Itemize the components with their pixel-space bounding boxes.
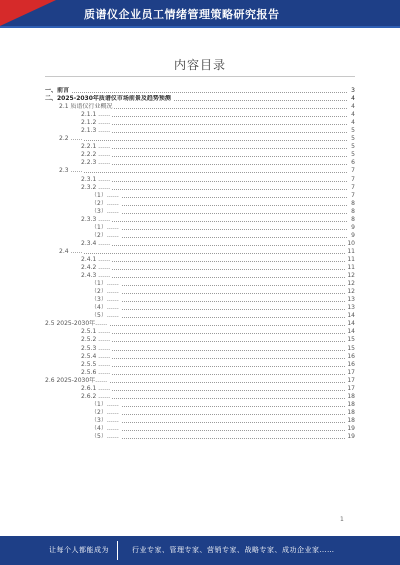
toc-entry[interactable] [45, 224, 355, 232]
toc-entry[interactable] [45, 272, 355, 280]
toc-entry[interactable] [45, 256, 355, 264]
toc-entry-title: 2.2.2 …… [81, 151, 111, 159]
toc-leader-dots [91, 261, 347, 262]
toc-entry-title: 2.3 …… [59, 167, 83, 175]
toc-entry-page: 4 [351, 119, 355, 127]
toc-entry[interactable] [45, 111, 355, 119]
toc-leader-dots [91, 390, 347, 391]
toc-entry[interactable] [45, 304, 355, 312]
toc-entry-title: 2.1.2 …… [81, 119, 111, 127]
toc-leader-dots [101, 422, 347, 423]
toc-leader-dots [91, 156, 347, 157]
toc-leader-dots [91, 333, 347, 334]
toc-entry-title: 2.3.1 …… [81, 175, 111, 183]
toc-entry[interactable] [45, 385, 355, 393]
toc-divider [45, 76, 355, 77]
toc-entry-page: 17 [347, 384, 355, 392]
toc-leader-dots [101, 430, 347, 431]
toc-entry-title: （5）…… [91, 433, 119, 441]
toc-entry[interactable] [45, 433, 355, 441]
toc-entry-title: 二、2025-2030年质谱仪市场前景及趋势预测 [45, 95, 171, 103]
toc-entry-title: （3）…… [91, 207, 119, 215]
toc-entry-page: 17 [347, 376, 355, 384]
toc-entry-title: （1）…… [91, 400, 119, 408]
toc-entry-page: 14 [347, 320, 355, 328]
toc-leader-dots [101, 197, 347, 198]
toc-leader-dots [91, 116, 347, 117]
toc-leader-dots [69, 253, 347, 254]
toc-leader-dots [101, 229, 347, 230]
toc-entry-page: 18 [347, 392, 355, 400]
toc-entry-title: 2.5.3 …… [81, 344, 111, 352]
toc-entry[interactable] [45, 103, 355, 111]
toc-entry-page: 11 [347, 247, 355, 255]
toc-leader-dots [101, 438, 347, 439]
toc-entry-page: 4 [351, 111, 355, 119]
toc-entry-title: 2.6.1 …… [81, 384, 111, 392]
toc-leader-dots [91, 366, 347, 367]
toc-entry[interactable] [45, 208, 355, 216]
toc-entry-page: 12 [347, 280, 355, 288]
toc-entry[interactable] [45, 184, 355, 192]
toc-leader-dots [101, 285, 347, 286]
toc-entry[interactable] [45, 87, 355, 95]
toc-entry-title: （4）…… [91, 304, 119, 312]
toc-entry[interactable] [45, 336, 355, 344]
toc-entry[interactable] [45, 425, 355, 433]
toc-entry-page: 11 [347, 255, 355, 263]
toc-leader-dots [91, 358, 347, 359]
toc-entry-title: 2.3.4 …… [81, 239, 111, 247]
toc-entry[interactable] [45, 417, 355, 425]
toc-entry-page: 8 [351, 215, 355, 223]
footer-banner [0, 536, 400, 565]
toc-entry-title: 2.4.3 …… [81, 272, 111, 280]
toc-leader-dots [91, 398, 347, 399]
toc-entry-title: 2.4.1 …… [81, 255, 111, 263]
toc-entry[interactable] [45, 151, 355, 159]
toc-entry[interactable] [45, 377, 355, 385]
toc-entry-page: 9 [351, 223, 355, 231]
toc-entry-page: 14 [347, 312, 355, 320]
toc-entry-page: 7 [351, 191, 355, 199]
toc-leader-dots [91, 148, 347, 149]
toc-entry[interactable] [45, 232, 355, 240]
toc-entry-title: 2.1 质谱仪行业概况 [59, 103, 113, 111]
toc-leader-dots [91, 350, 347, 351]
toc-leader-dots [101, 213, 347, 214]
toc-leader-dots [91, 277, 347, 278]
toc-entry-title: 2.6 2025-2030年…… [45, 376, 108, 384]
toc-entry[interactable] [45, 200, 355, 208]
toc-heading: 内容目录 [173, 58, 226, 72]
toc-leader-dots [91, 164, 347, 165]
toc-entry-page: 7 [351, 183, 355, 191]
toc-entry[interactable] [45, 192, 355, 200]
toc-entry[interactable] [45, 393, 355, 401]
toc-entry-page: 18 [347, 408, 355, 416]
toc-entry-title: 2.1.1 …… [81, 111, 111, 119]
toc-entry-title: 2.5.2 …… [81, 336, 111, 344]
toc-entry[interactable] [45, 345, 355, 353]
toc-entry-page: 18 [347, 400, 355, 408]
toc-entry[interactable] [45, 248, 355, 256]
toc-entry-page: 14 [347, 328, 355, 336]
toc-entry[interactable] [45, 312, 355, 320]
toc-leader-dots [101, 293, 347, 294]
document-title: 质谱仪企业员工情绪管理策略研究报告 [84, 8, 280, 21]
toc-entry-page: 3 [351, 87, 355, 94]
toc-entry[interactable] [45, 296, 355, 304]
toc-leader-dots [101, 406, 347, 407]
toc-leader-dots [101, 317, 347, 318]
toc-entry-title: 2.4 …… [59, 247, 83, 255]
toc-entry[interactable] [45, 95, 355, 103]
toc-entry-page: 11 [347, 264, 355, 272]
toc-entry-page: 13 [347, 304, 355, 312]
toc-entry-page: 16 [347, 360, 355, 368]
header-banner [0, 0, 400, 28]
toc-entry[interactable] [45, 369, 355, 377]
toc-entry-page: 6 [351, 159, 355, 167]
toc-entry-page: 7 [351, 175, 355, 183]
toc-entry-title: （5）…… [91, 312, 119, 320]
page-number: 1 [340, 516, 344, 523]
toc-entry-title: （1）…… [91, 191, 119, 199]
toc-entry-page: 19 [347, 433, 355, 441]
toc-entry[interactable] [45, 401, 355, 409]
toc-leader-dots [69, 172, 347, 173]
toc-leader-dots [101, 205, 347, 206]
toc-entry-title: （2）…… [91, 408, 119, 416]
toc-leader-dots [91, 132, 347, 133]
toc-entry[interactable] [45, 135, 355, 143]
toc-entry-page: 4 [351, 103, 355, 111]
toc-entry[interactable] [45, 159, 355, 167]
toc-entry-title: （2）…… [91, 288, 119, 296]
toc-entry-title: 2.2.1 …… [81, 143, 111, 151]
toc-leader-dots [55, 92, 347, 93]
footer-separator [117, 541, 118, 560]
toc-leader-dots [91, 181, 347, 182]
toc-entry[interactable] [45, 409, 355, 417]
toc-entry-page: 12 [347, 288, 355, 296]
header-red-accent [0, 0, 56, 26]
toc-leader-dots [91, 245, 347, 246]
footer-slogan: 让每个人都能成为 [49, 546, 109, 554]
toc-entry-page: 7 [351, 167, 355, 175]
toc-entry[interactable] [45, 320, 355, 328]
toc-leader-dots [69, 140, 347, 141]
toc-entry-title: （1）…… [91, 280, 119, 288]
toc-entry-page: 15 [347, 344, 355, 352]
header-rule [0, 26, 400, 28]
toc-entry-page: 9 [351, 231, 355, 239]
toc-entry-title: 2.3.3 …… [81, 215, 111, 223]
toc-leader-dots [101, 309, 347, 310]
toc-entry-page: 4 [351, 95, 355, 103]
toc-entry-title: （3）…… [91, 416, 119, 424]
toc-leader-dots [91, 269, 347, 270]
toc-entry[interactable] [45, 176, 355, 184]
toc-entry-page: 5 [351, 135, 355, 143]
toc-leader-dots [91, 374, 347, 375]
toc-entry-title: 2.5 2025-2030年…… [45, 320, 108, 328]
toc-entry-page: 18 [347, 416, 355, 424]
toc-entry-title: 2.6.2 …… [81, 392, 111, 400]
toc-entry-page: 13 [347, 296, 355, 304]
toc-entry-page: 17 [347, 368, 355, 376]
toc-entry-page: 5 [351, 143, 355, 151]
toc-entry[interactable] [45, 361, 355, 369]
toc-entry[interactable] [45, 264, 355, 272]
toc-leader-dots [91, 341, 347, 342]
toc-entry[interactable] [45, 328, 355, 336]
toc-entry[interactable] [45, 280, 355, 288]
toc-entry-title: （3）…… [91, 296, 119, 304]
toc-entry-title: 2.2.3 …… [81, 159, 111, 167]
toc-entry-page: 12 [347, 272, 355, 280]
toc-leader-dots [91, 124, 347, 125]
toc-entry[interactable] [45, 143, 355, 151]
toc-entry-page: 8 [351, 207, 355, 215]
toc-entry[interactable] [45, 288, 355, 296]
toc-entry-title: （2）…… [91, 231, 119, 239]
toc-entry[interactable] [45, 353, 355, 361]
toc-entry-title: （1）…… [91, 223, 119, 231]
toc-entry-title: 2.5.1 …… [81, 328, 111, 336]
toc-entry-page: 10 [347, 239, 355, 247]
toc-entry[interactable] [45, 240, 355, 248]
toc-entry-title: 2.3.2 …… [81, 183, 111, 191]
toc-entry-page: 19 [347, 424, 355, 432]
toc-entry-page: 5 [351, 151, 355, 159]
toc-entry-page: 15 [347, 336, 355, 344]
toc-entry-title: 一、前言 [45, 87, 70, 94]
toc-entry-page: 16 [347, 352, 355, 360]
toc-entry-page: 8 [351, 199, 355, 207]
toc-entry-page: 5 [351, 127, 355, 135]
toc-entry[interactable] [45, 216, 355, 224]
toc-entry[interactable] [45, 119, 355, 127]
toc-leader-dots [91, 189, 347, 190]
toc-entry-title: 2.5.5 …… [81, 360, 111, 368]
toc-entry-title: 2.2 …… [59, 135, 83, 143]
footer-tagline: 行业专家、管理专家、营销专家、战略专家、成功企业家…… [132, 546, 335, 554]
toc-entry-title: （4）…… [91, 424, 119, 432]
toc-entry[interactable] [45, 127, 355, 135]
table-of-contents [45, 87, 355, 441]
toc-leader-dots [101, 301, 347, 302]
toc-entry-title: 2.4.2 …… [81, 264, 111, 272]
toc-leader-dots [101, 237, 347, 238]
toc-entry[interactable] [45, 167, 355, 175]
toc-entry-title: （2）…… [91, 199, 119, 207]
toc-leader-dots [101, 414, 347, 415]
toc-entry-title: 2.1.3 …… [81, 127, 111, 135]
toc-entry-title: 2.5.6 …… [81, 368, 111, 376]
toc-entry-title: 2.5.4 …… [81, 352, 111, 360]
toc-leader-dots [91, 221, 347, 222]
